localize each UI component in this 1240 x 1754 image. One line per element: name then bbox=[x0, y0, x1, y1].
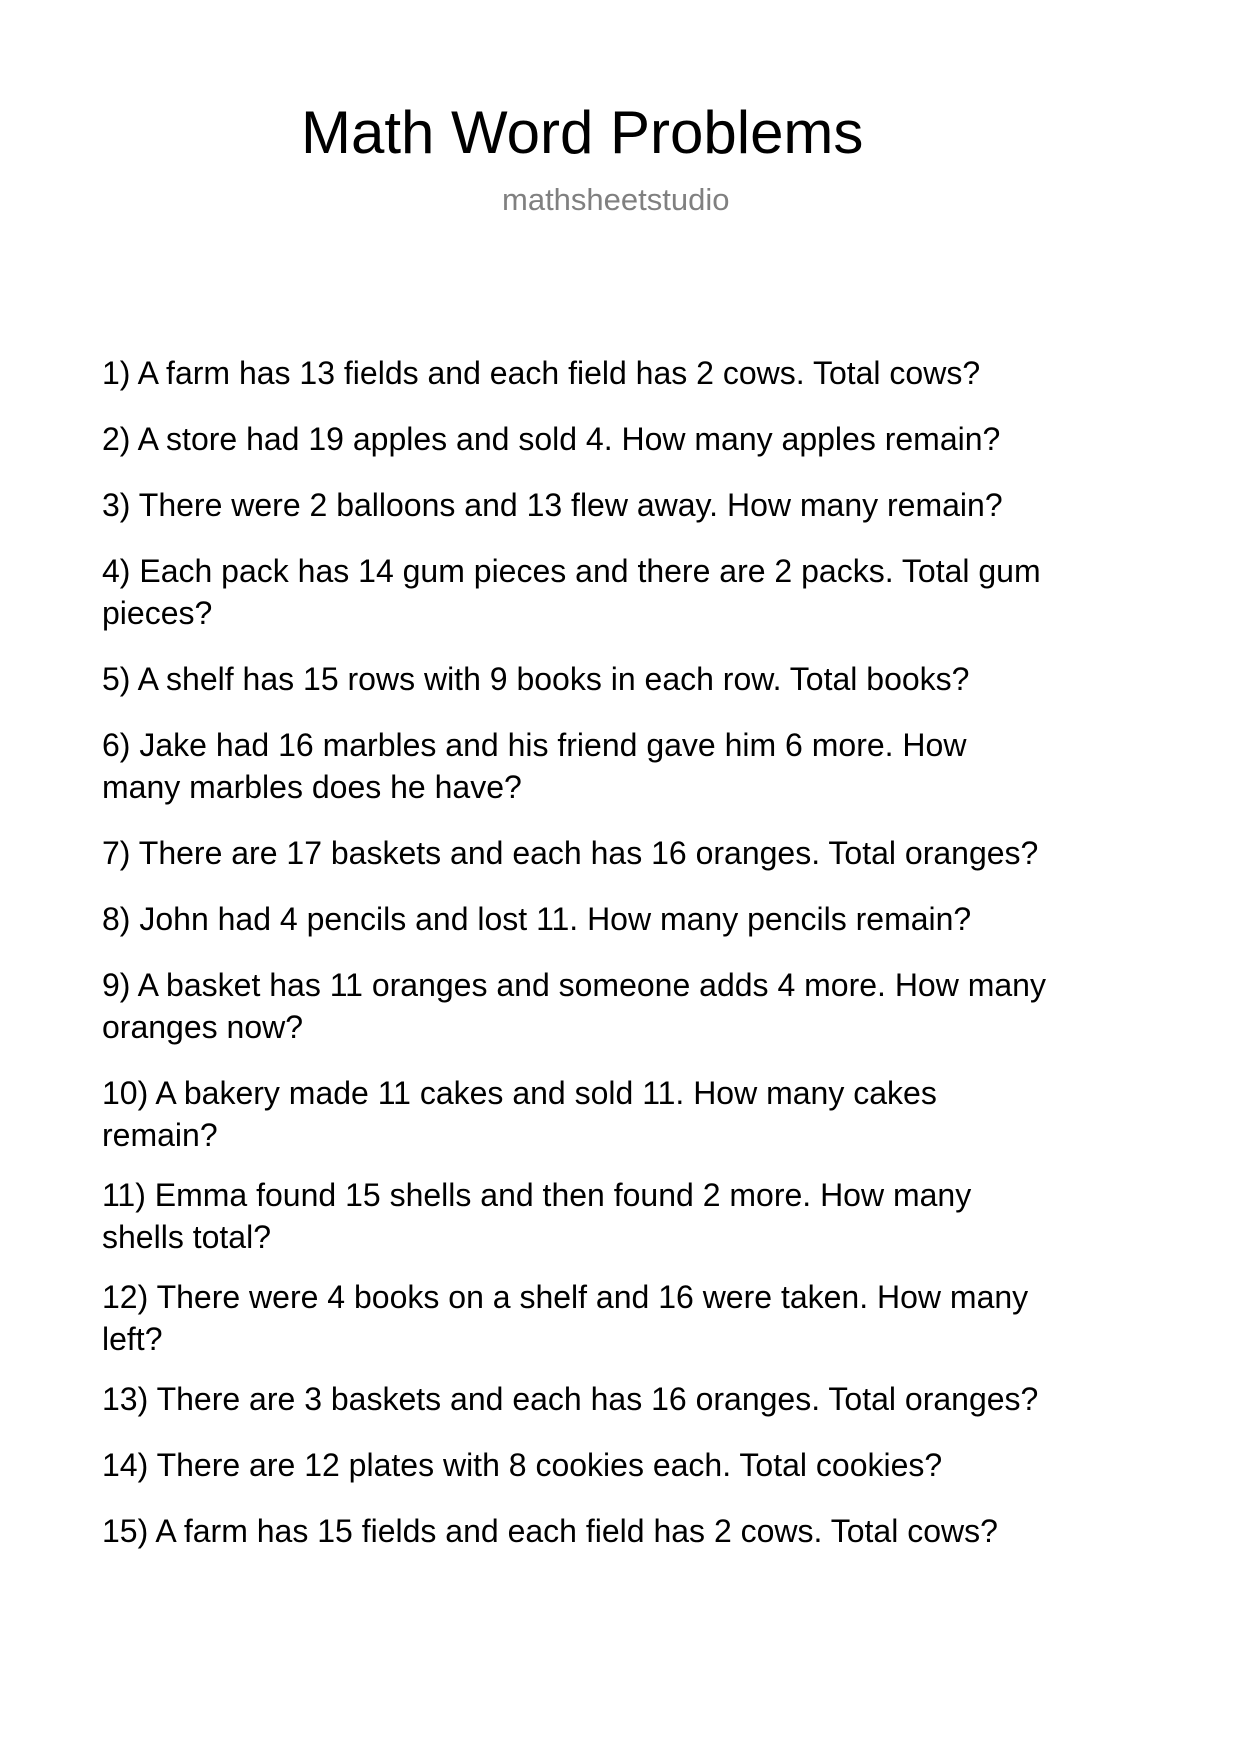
problem-text: 1) A farm has 13 fields and each field has 2 cows. Total cows? bbox=[102, 355, 981, 391]
problem-text: 13) There are 3 baskets and each has 16 oranges. Total oranges? bbox=[102, 1381, 1039, 1417]
problem-text: 15) A farm has 15 fields and each field has 2 cows. Total cows? bbox=[102, 1513, 998, 1549]
problem-item-8 bbox=[102, 898, 1162, 940]
problem-item-11 bbox=[102, 1174, 1162, 1258]
problem-item-1 bbox=[102, 352, 1162, 394]
problem-item-9 bbox=[102, 964, 1162, 1048]
problem-text: 5) A shelf has 15 rows with 9 books in each row. Total books? bbox=[102, 661, 970, 697]
problem-text-continued: oranges now? bbox=[102, 1009, 304, 1045]
problem-text: 4) Each pack has 14 gum pieces and there are 2 packs. Total gum bbox=[102, 553, 1041, 589]
problem-text-continued: shells total? bbox=[102, 1219, 271, 1255]
problem-item-5 bbox=[102, 658, 1162, 700]
problem-text-continued: pieces? bbox=[102, 595, 213, 631]
problem-item-7 bbox=[102, 832, 1162, 874]
problem-text: 11) Emma found 15 shells and then found 2 more. How many bbox=[102, 1177, 972, 1213]
problem-list bbox=[102, 352, 1162, 1576]
problem-text: 12) There were 4 books on a shelf and 16 were taken. How many bbox=[102, 1279, 1029, 1315]
problem-text-continued: left? bbox=[102, 1321, 163, 1357]
problem-item-14 bbox=[102, 1444, 1162, 1486]
problem-text: 2) A store had 19 apples and sold 4. How many apples remain? bbox=[102, 421, 1001, 457]
problem-item-3 bbox=[102, 484, 1162, 526]
problem-text: 8) John had 4 pencils and lost 11. How many pencils remain? bbox=[102, 901, 972, 937]
problem-text: 7) There are 17 baskets and each has 16 oranges. Total oranges? bbox=[102, 835, 1039, 871]
problem-text-continued: many marbles does he have? bbox=[102, 769, 522, 805]
problem-item-15 bbox=[102, 1510, 1162, 1552]
publisher-subtitle: mathsheetstudio bbox=[502, 182, 730, 217]
problem-item-10 bbox=[102, 1072, 1162, 1156]
page-title: Math Word Problems bbox=[301, 99, 864, 166]
problem-item-13 bbox=[102, 1378, 1162, 1420]
problem-item-6 bbox=[102, 724, 1162, 808]
problem-text: 14) There are 12 plates with 8 cookies each. Total cookies? bbox=[102, 1447, 943, 1483]
problem-item-2 bbox=[102, 418, 1162, 460]
problem-text: 3) There were 2 balloons and 13 flew away. How many remain? bbox=[102, 487, 1003, 523]
problem-text: 10) A bakery made 11 cakes and sold 11. How many cakes bbox=[102, 1075, 937, 1111]
problem-text-continued: remain? bbox=[102, 1117, 218, 1153]
problem-text: 9) A basket has 11 oranges and someone adds 4 more. How many bbox=[102, 967, 1046, 1003]
problem-item-12 bbox=[102, 1276, 1162, 1360]
problem-text: 6) Jake had 16 marbles and his friend gave him 6 more. How bbox=[102, 727, 967, 763]
problem-item-4 bbox=[102, 550, 1162, 634]
